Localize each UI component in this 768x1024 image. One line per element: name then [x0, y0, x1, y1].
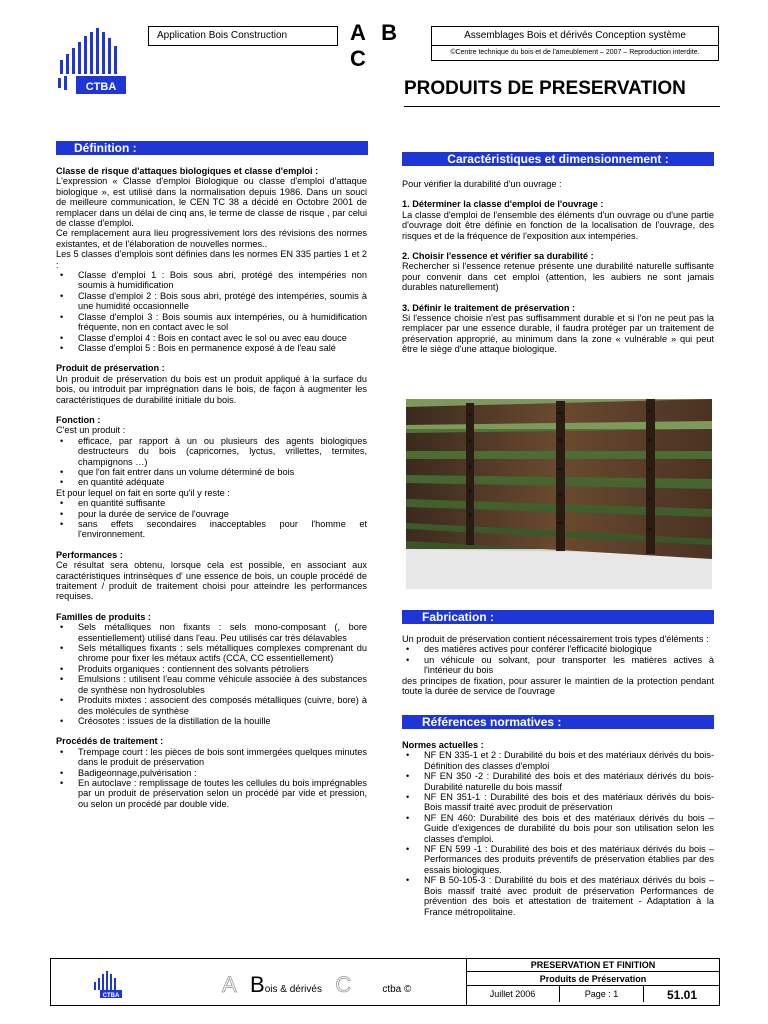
- page-title: PRODUITS DE PRESERVATION: [404, 78, 686, 99]
- left-column: [56, 166, 367, 809]
- list-item: • en quantité suffisante: [56, 498, 367, 508]
- references-bar: Références normatives :: [402, 715, 714, 729]
- list-item: • Classe d'emploi 3 : Bois soumis aux intempéries, ou à humidification fréquente, non en contact avec le sol: [56, 312, 367, 333]
- fabrication-text: [402, 634, 714, 696]
- procedes-heading: Procédés de traitement :: [56, 736, 164, 747]
- caracteristiques-text: [402, 179, 714, 355]
- classe-paragraph-3: Les 5 classes d'emplois sont définies dans les normes EN 335 parties 1 et 2 :: [56, 249, 367, 270]
- abcs-box: Assemblages Bois et dérivés Conception système: [431, 26, 719, 46]
- step2-text: Rechercher si l'essence retenue présente une durabilité naturelle suffisante pour convenir dans cet emploi (attention, les aubiers ne sont jamais durables naturellement): [402, 261, 714, 293]
- list-item: • Classe d'emploi 4 : Bois en contact avec le sol ou avec eau douce: [56, 333, 367, 343]
- list-item: • en quantité adéquate: [56, 477, 367, 487]
- fonction-intro: C'est un produit :: [56, 425, 126, 436]
- fonction-mid: Et pour lequel on fait en sorte qu'il y reste :: [56, 487, 230, 498]
- performances-text: Ce résultat sera obtenu, lorsque cela est possible, en associant aux caractéristiques intrinsèques d' une essence de bois, un couple procédé de traitement / produit de traitement choisi pour atteindre les performances requises.: [56, 560, 367, 602]
- list-item: • Classe d'emploi 5 : Bois en permanence exposé à de l'eau salé: [56, 343, 367, 353]
- definition-bar: Définition :: [56, 141, 368, 155]
- classes-list: [56, 270, 367, 353]
- step1-text: La classe d'emploi de l'ensemble des éléments d'un ouvrage ou d'une partie d'ouvrage doit être définie en fonction de la localisation de l'ouvrage, des risques et de la fréquence de l'exposition aux intempéries.: [402, 209, 714, 241]
- list-item: • pour la durée de service de l'ouvrage: [56, 509, 367, 519]
- procedes-list: [56, 747, 367, 809]
- intro-text: Pour vérifier la durabilité d'un ouvrage :: [402, 179, 562, 189]
- step3-text: Si l'essence choisie n'est pas suffisamment durable et si l'on ne peut pas la remplacer par une essence durable, il faudra protéger par un traitement de préservation approprié, au minimum dans la zone « vulnérable » qui peut être le siège d'une attaque biologique.: [402, 313, 714, 355]
- footer-doc-number: 51.01: [666, 988, 698, 1002]
- produit-heading: Produit de préservation :: [56, 363, 165, 374]
- footer-logo-text: CTBA: [102, 993, 120, 999]
- list-item: • efficace, par rapport à un ou plusieurs des agents biologiques destructeurs du bois (capricornes, lyctus, vrillettes, termites, champignons …): [56, 436, 367, 467]
- step3-heading: 3. Définir le traitement de préservation :: [402, 302, 576, 313]
- list-item: • que l'on fait entrer dans un volume déterminé de bois: [56, 467, 367, 477]
- list-item: • NF EN 335-1 et 2 : Durabilité du bois et des matériaux dérivés du bois- Définition des classes d'emploi: [402, 750, 714, 771]
- list-item: • Badigeonnage,pulvérisation :: [56, 768, 367, 778]
- list-item: • NF EN 350 -2 : Durabilité des bois et des matériaux dérivés du bois- Durabilité naturelle du bois massif: [402, 771, 714, 792]
- footer-bois-derives: ois & dérivés: [264, 984, 322, 995]
- footer-letter-b: B: [250, 972, 265, 997]
- footer-ctba: ctba ©: [382, 984, 412, 995]
- footer-page: Page : 1: [560, 986, 644, 1002]
- fab-list: [402, 644, 714, 675]
- abc-letters: A B C: [350, 20, 403, 71]
- footer-letter-c: C: [335, 972, 352, 997]
- list-item: • Trempage court : les pièces de bois sont immergées quelques minutes dans le produit de préservation: [56, 747, 367, 768]
- fab-intro: Un produit de préservation contient nécessairement trois types d'éléments :: [402, 634, 709, 644]
- fab-end: des principes de fixation, pour assurer le maintien de la protection pendant toute la durée de service de l'ouvrage: [402, 675, 714, 697]
- list-item: • Classe d'emploi 1 : Bois sous abri, protégé des intempéries non soumis à humidification: [56, 270, 367, 291]
- classe-paragraph-1: L'expression « Classe d'emploi Biologique ou classe d'emploi d'attaque biologique », est utilisé dans la normalisation depuis 1986. Dans un souci de meilleure communication, le CEN TC 38 a décidé en Octobre 2001 de remplacer dans un délai de cinq ans, le terme de classe de risque , par celui de classe d'emploi.: [56, 176, 367, 229]
- list-item: • Emulsions : utilisent l'eau comme véhicule associée à des substances de synthèse non hydrosolubles: [56, 674, 367, 695]
- footer-section: PRESERVATION ET FINITION: [466, 958, 720, 972]
- list-item: • NF B 50-105-3 : Durabilité du bois et des matériaux dérivés du bois – Bois massif traité avec produit de préservation Performances de prévention des bois et attestation de traitement - Adaptation à la France métropolitaine.: [402, 875, 714, 917]
- step1-heading: 1. Déterminer la classe d'emploi de l'ouvrage :: [402, 199, 604, 210]
- ctba-logo: [48, 18, 138, 104]
- familles-heading: Familles de produits :: [56, 611, 151, 622]
- footer-abc: [222, 972, 422, 996]
- fonction-list: [56, 436, 367, 488]
- logo-text: CTBA: [85, 81, 117, 93]
- produit-text: Un produit de préservation du bois est un produit appliqué à la surface du bois, ou introduit par imprégnation dans le bois, de façon à augmenter les caractéristiques de durabilité initiale du bois.: [56, 373, 367, 405]
- normes-list: [402, 750, 714, 917]
- footer-letter-a: A: [222, 972, 237, 997]
- list-item: • NF EN 460: Durabilité des bois et des matériaux dérivés du bois – Guide d'exigences de durabilité du bois pour son utilisation selon les classes d'emploi.: [402, 813, 714, 844]
- title-rule: [404, 106, 720, 107]
- fonction-heading: Fonction :: [56, 414, 101, 425]
- list-item: • Sels métalliques fixants : sels métalliques complexes comprenant du chrome pour fixer les métaux actifs (CCA, CC essentiellement): [56, 643, 367, 664]
- application-box: Application Bois Construction: [148, 26, 338, 46]
- normes-heading: Normes actuelles :: [402, 740, 484, 750]
- list-item: • Créosotes : issues de la distillation de la houille: [56, 716, 367, 726]
- list-item: • NF EN 351-1 : Durabilité des bois et des matériaux dérivés du bois- Bois massif traité avec produit de préservation: [402, 792, 714, 813]
- fonction-list-2: [56, 498, 367, 540]
- list-item: • sans effets secondaires inacceptables pour l'homme et l'environnement.: [56, 519, 367, 540]
- list-item: • En autoclave : remplissage de toutes les cellules du bois imprégnables par un produit de préservation selon un procédé par vide et pression, ou selon un procédé par double vide.: [56, 778, 367, 809]
- familles-list: [56, 622, 367, 726]
- list-item: • Produits organiques : contiennent des solvants pétroliers: [56, 664, 367, 674]
- caracteristiques-bar: Caractéristiques et dimensionnement :: [402, 152, 714, 166]
- list-item: • des matières actives pour conférer l'efficacité biologique: [402, 644, 714, 654]
- list-item: • NF EN 599 -1 : Durabilité des bois et des matériaux dérivés du bois – Performances des produits préventifs de préservation établies par des essais biologiques.: [402, 844, 714, 875]
- copyright-box: ©Centre technique du bois et de l'ameublement – 2007 – Reproduction interdite.: [431, 46, 719, 61]
- list-item: • un véhicule ou solvant, pour transporter les matières actives à l'intérieur du bois: [402, 655, 714, 676]
- list-item: • Sels métalliques non fixants : sels mono-composant (, bore essentiellement) utilisé dans l'eau. Peu utilisés car très délavables: [56, 622, 367, 643]
- classe-paragraph-2: Ce remplacement aura lieu progressivement lors des révisions des normes existantes, et de l'élaboration de nouvelles normes..: [56, 228, 367, 249]
- performances-heading: Performances :: [56, 549, 123, 560]
- footer-date: Juillet 2006: [466, 986, 560, 1002]
- step2-heading: 2. Choisir l'essence et vérifier sa durabilité :: [402, 251, 594, 262]
- footer-subsection: Produits de Préservation: [466, 972, 720, 986]
- footer-ctba-logo: [90, 966, 126, 1000]
- references-text: [402, 740, 714, 917]
- list-item: • Produits mixtes : associent des composés métalliques (cuivre, bore) à des molécules de synthèse: [56, 695, 367, 716]
- wood-fence-photo: [406, 399, 712, 589]
- fabrication-bar: Fabrication :: [402, 610, 714, 624]
- classe-heading: Classe de risque d'attaques biologiques et classe d'emploi :: [56, 166, 319, 176]
- list-item: • Classe d'emploi 2 : Bois sous abri, protégé des intempéries, soumis à une humidité occasionnelle: [56, 291, 367, 312]
